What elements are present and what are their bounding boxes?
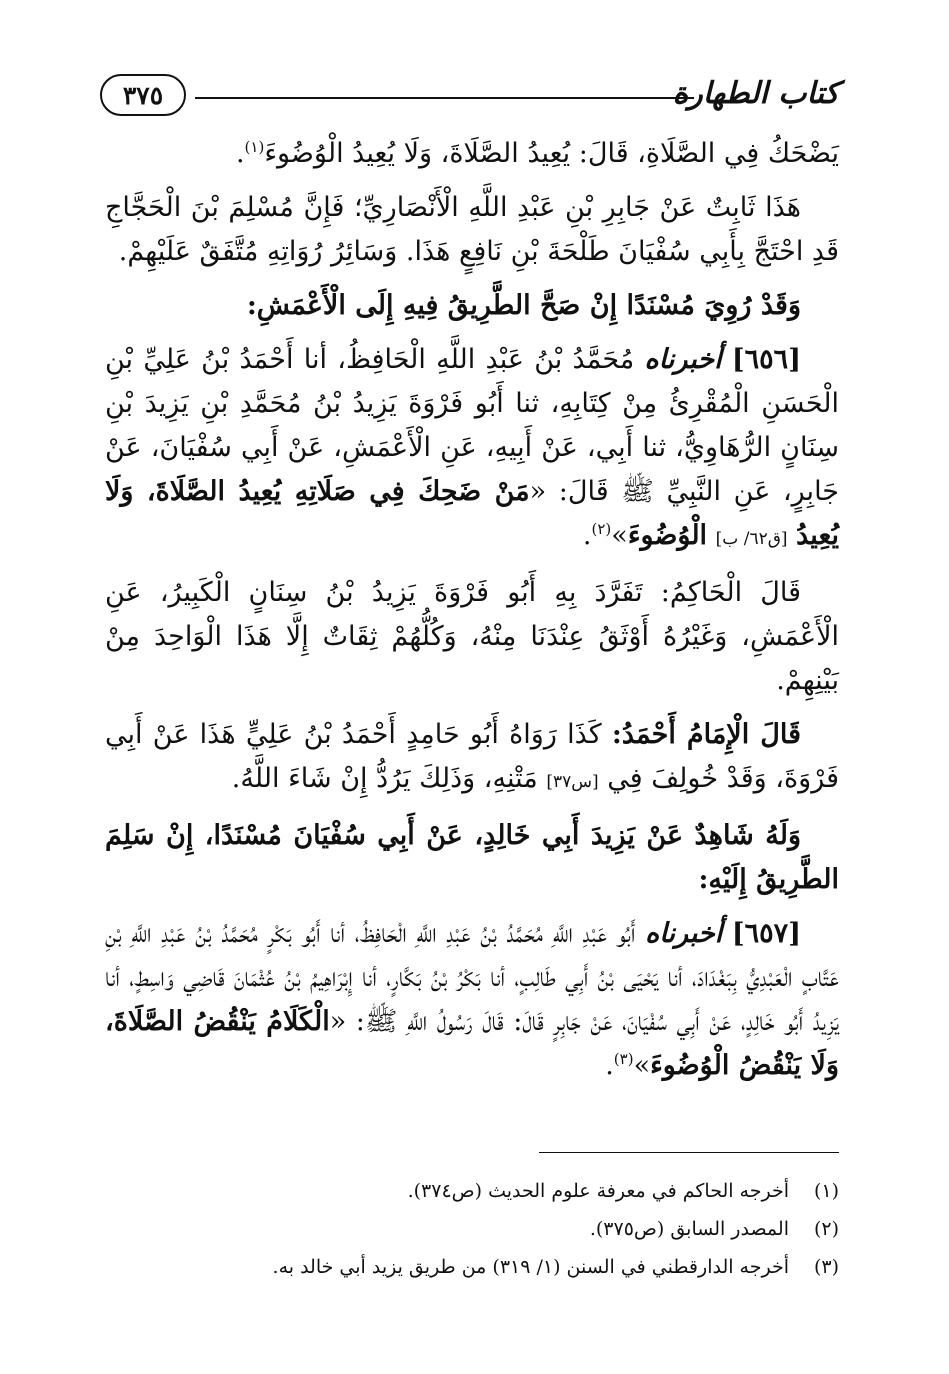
- footnote-ref-2: (٢): [591, 520, 612, 538]
- footnote-2: [105, 1210, 839, 1248]
- page-header: [100, 70, 839, 126]
- hadith-657-end: .: [605, 1050, 614, 1081]
- footnote-3-text: أخرجه الدارقطني في السنن (١/ ٣١٩) من طريق يزيد أبي خالد به.: [272, 1256, 789, 1278]
- hadith-657-keyword: أخبرناه: [645, 918, 723, 949]
- footnote-1-number: (١): [813, 1180, 839, 1202]
- footnote-separator: [539, 1152, 839, 1153]
- hadith-number-657: [٦٥٧]: [731, 918, 801, 949]
- imam-ahmad-lead: قَالَ الْإِمَامُ أَحْمَدُ:: [611, 719, 802, 750]
- footnote-2-number: (٢): [813, 1218, 839, 1240]
- page-number-badge: ٣٧٥: [100, 74, 186, 116]
- footnote-3-number: (٣): [813, 1256, 839, 1278]
- footnote-3: [105, 1248, 839, 1286]
- footnote-1-text: أخرجه الحاكم في معرفة علوم الحديث (ص٣٧٤).: [407, 1180, 789, 1202]
- imam-ahmad-text: كَذَا رَوَاهُ أَبُو حَامِدٍ أَحْمَدُ بْنُ عَلِيٍّ هَذَا عَنْ أَبِي فَرْوَةَ، وَقَدْ خُولِفَ فِي: [105, 719, 839, 794]
- hadith-number-656: [٦٥٦]: [731, 344, 801, 375]
- hadith-656-end: .: [582, 520, 592, 551]
- hadith-657-chain: أَبُو عَبْدِ اللَّهِ مُحَمَّدُ بْنُ عَبْدِ اللَّهِ الْحَافِظُ، أنا أَبُو بَكْرٍ مُحَمَّدُ بْنُ عَبْدِ اللَّهِ بْنِ عَتَّابٍ الْعَبْدِيُّ بِبَغْدَادَ، أنا يَحْيَى بْنُ أَبِي طَالِبٍ، أنا بَكْرُ بْنُ بَكَّارٍ، أنا إِبْرَاهِيمُ بْنُ عُثْمَانَ قَاضِي وَاسِطٍ، أنا يَزِيدُ أَبُو خَالِدٍ، عَنْ أَبِي سُفْيَانَ، عَنْ جَابِرٍ قَالَ: قَالَ رَسُولُ اللَّهِ ﷺ: «: [105, 918, 839, 1037]
- section-heading-2: وَلَهُ شَاهِدٌ عَنْ يَزِيدَ أَبِي خَالِدٍ، عَنْ أَبِي سُفْيَانَ مُسْنَدًا، إِنْ سَلِمَ الطَّرِيقُ إِلَيْهِ:: [105, 820, 839, 895]
- imam-ahmad-text-end: مَتْنِهِ، وَذَلِكَ يَرُدُّ إِنْ شَاءَ اللَّهُ.: [231, 763, 538, 794]
- manuscript-marker-s37: [س٣٧]: [546, 772, 599, 792]
- paragraph-1: [105, 132, 839, 176]
- hadith-657: [105, 912, 839, 1088]
- hadith-657-close-quote: »: [633, 1050, 651, 1081]
- section-heading-1: وَقَدْ رُوِيَ مُسْنَدًا إِنْ صَحَّ الطَّرِيقُ فِيهِ إِلَى الْأَعْمَشِ:: [246, 290, 801, 321]
- manuscript-marker-q62b: [ق٦٢/ ب]: [715, 529, 788, 549]
- hadith-656-chain: مُحَمَّدُ بْنُ عَبْدِ اللَّهِ الْحَافِظُ، أنا أَحْمَدُ بْنُ عَلِيِّ بْنِ الْحَسَنِ الْمُقْرِئُ مِنْ كِتَابِهِ، ثنا أَبُو فَرْوَةَ يَزِيدُ بْنُ مُحَمَّدِ بْنِ يَزِيدَ بْنِ سِنَانٍ الرُّهَاوِيُّ، ثنا أَبِي، عَنْ أَبِيهِ، عَنِ الْأَعْمَشِ، عَنْ أَبِي سُفْيَانَ، عَنْ جَابِرٍ، عَنِ النَّبِيِّ ﷺ قَالَ: «: [105, 344, 839, 507]
- footnote-ref-3: (٣): [613, 1050, 634, 1068]
- footnote-2-text: المصدر السابق (ص٣٧٥).: [589, 1218, 789, 1240]
- main-text: [105, 132, 839, 1098]
- book-title: كتاب الطهارة: [672, 76, 839, 111]
- footnote-1: [105, 1172, 839, 1210]
- paragraph-imam-ahmad: [105, 713, 839, 804]
- hadith-656: [105, 338, 839, 561]
- hadith-656-matn: مَنْ ضَحِكَ فِي صَلَاتِهِ يُعِيدُ الصَّلَاةَ، وَلَا يُعِيدُ: [105, 476, 839, 551]
- footnotes: [105, 1172, 839, 1286]
- paragraph-1-text: يَضْحَكُ فِي الصَّلَاةِ، قَالَ: يُعِيدُ الصَّلَاةَ، وَلَا يُعِيدُ الْوُضُوءَ: [264, 138, 839, 169]
- paragraph-2: هَذَا ثَابِتٌ عَنْ جَابِرِ بْنِ عَبْدِ اللَّهِ الْأَنْصَارِيِّ؛ فَإِنَّ مُسْلِمَ بْنَ الْحَجَّاجِ قَدِ احْتَجَّ بِأَبِي سُفْيَانَ طَلْحَةَ بْنِ نَافِعٍ هَذَا. وَسَائِرُ رُوَاتِهِ مُتَّفَقٌ عَلَيْهِمْ.: [105, 192, 839, 267]
- hadith-656-matn-end: الْوُضُوءَ: [627, 520, 708, 551]
- hadith-656-keyword: أخبرناه: [644, 344, 722, 375]
- hadith-656-close-quote: »: [611, 520, 628, 551]
- header-rule: [195, 97, 694, 99]
- paragraph-hakim: قَالَ الْحَاكِمُ: تَفَرَّدَ بِهِ أَبُو فَرْوَةَ يَزِيدُ بْنُ سِنَانٍ الْكَبِيرُ، عَنِ الْأَعْمَشِ، وَغَيْرُهُ أَوْثَقُ عِنْدَنَا مِنْهُ، وَكُلُّهُمْ ثِقَاتٌ إِلَّا هَذَا الْوَاحِدَ مِنْ بَيْنِهِمْ.: [105, 577, 839, 696]
- footnote-ref-1: (١): [244, 138, 265, 156]
- paragraph-1-end: .: [235, 138, 245, 169]
- hadith-657-matn: الْكَلَامُ يَنْقُضُ الصَّلَاةَ، وَلَا يَنْقُضُ الْوُضُوءَ: [105, 1006, 839, 1081]
